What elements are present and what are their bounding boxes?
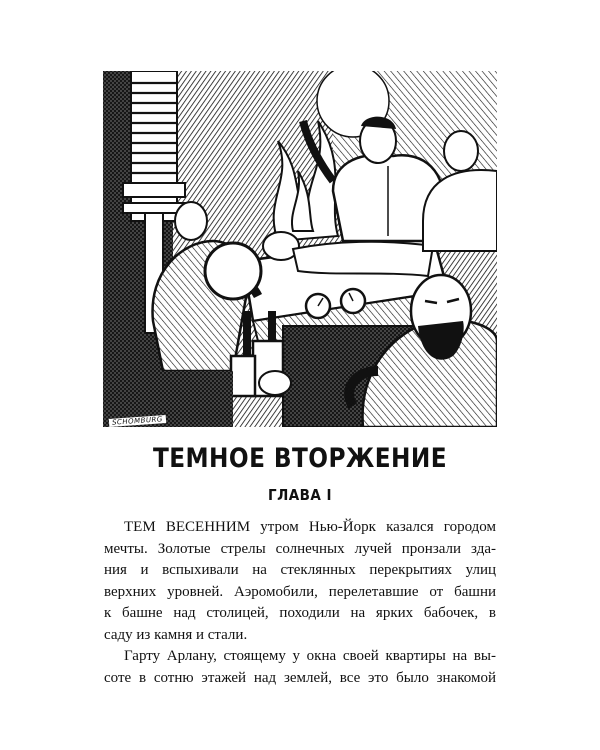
text-line: Гарту Арлану, стоящему у окна своей квартиры на вы- (124, 648, 496, 664)
text-line: ния и вспыхивали на стеклянных перекрытиях улиц (104, 562, 496, 578)
text-line: верхних уровней. Аэромобили, перелетавшие от башни (104, 583, 496, 600)
text-line: к башне над столицей, походили на ярких бабочек, в (104, 605, 496, 621)
body-text (104, 517, 496, 689)
chapter-number: ГЛАВА I (268, 486, 332, 504)
text-line: соте в сотню этажей над землей, все это было знакомой (104, 669, 496, 686)
artist-signature: SCHOMBURG (109, 415, 166, 427)
illustration-drawing (103, 71, 497, 427)
text-line: мечты. Золотые стрелы солнечных лучей пронзали зда- (104, 540, 496, 557)
chapter-title: ТЕМНОЕ ВТОРЖЕНИЕ (152, 443, 448, 474)
text-line: саду из камня и стали. (104, 626, 248, 643)
chapter-illustration (103, 71, 497, 427)
text-line: ТЕМ ВЕСЕННИМ утром Нью-Йорк казался городом (124, 519, 496, 535)
